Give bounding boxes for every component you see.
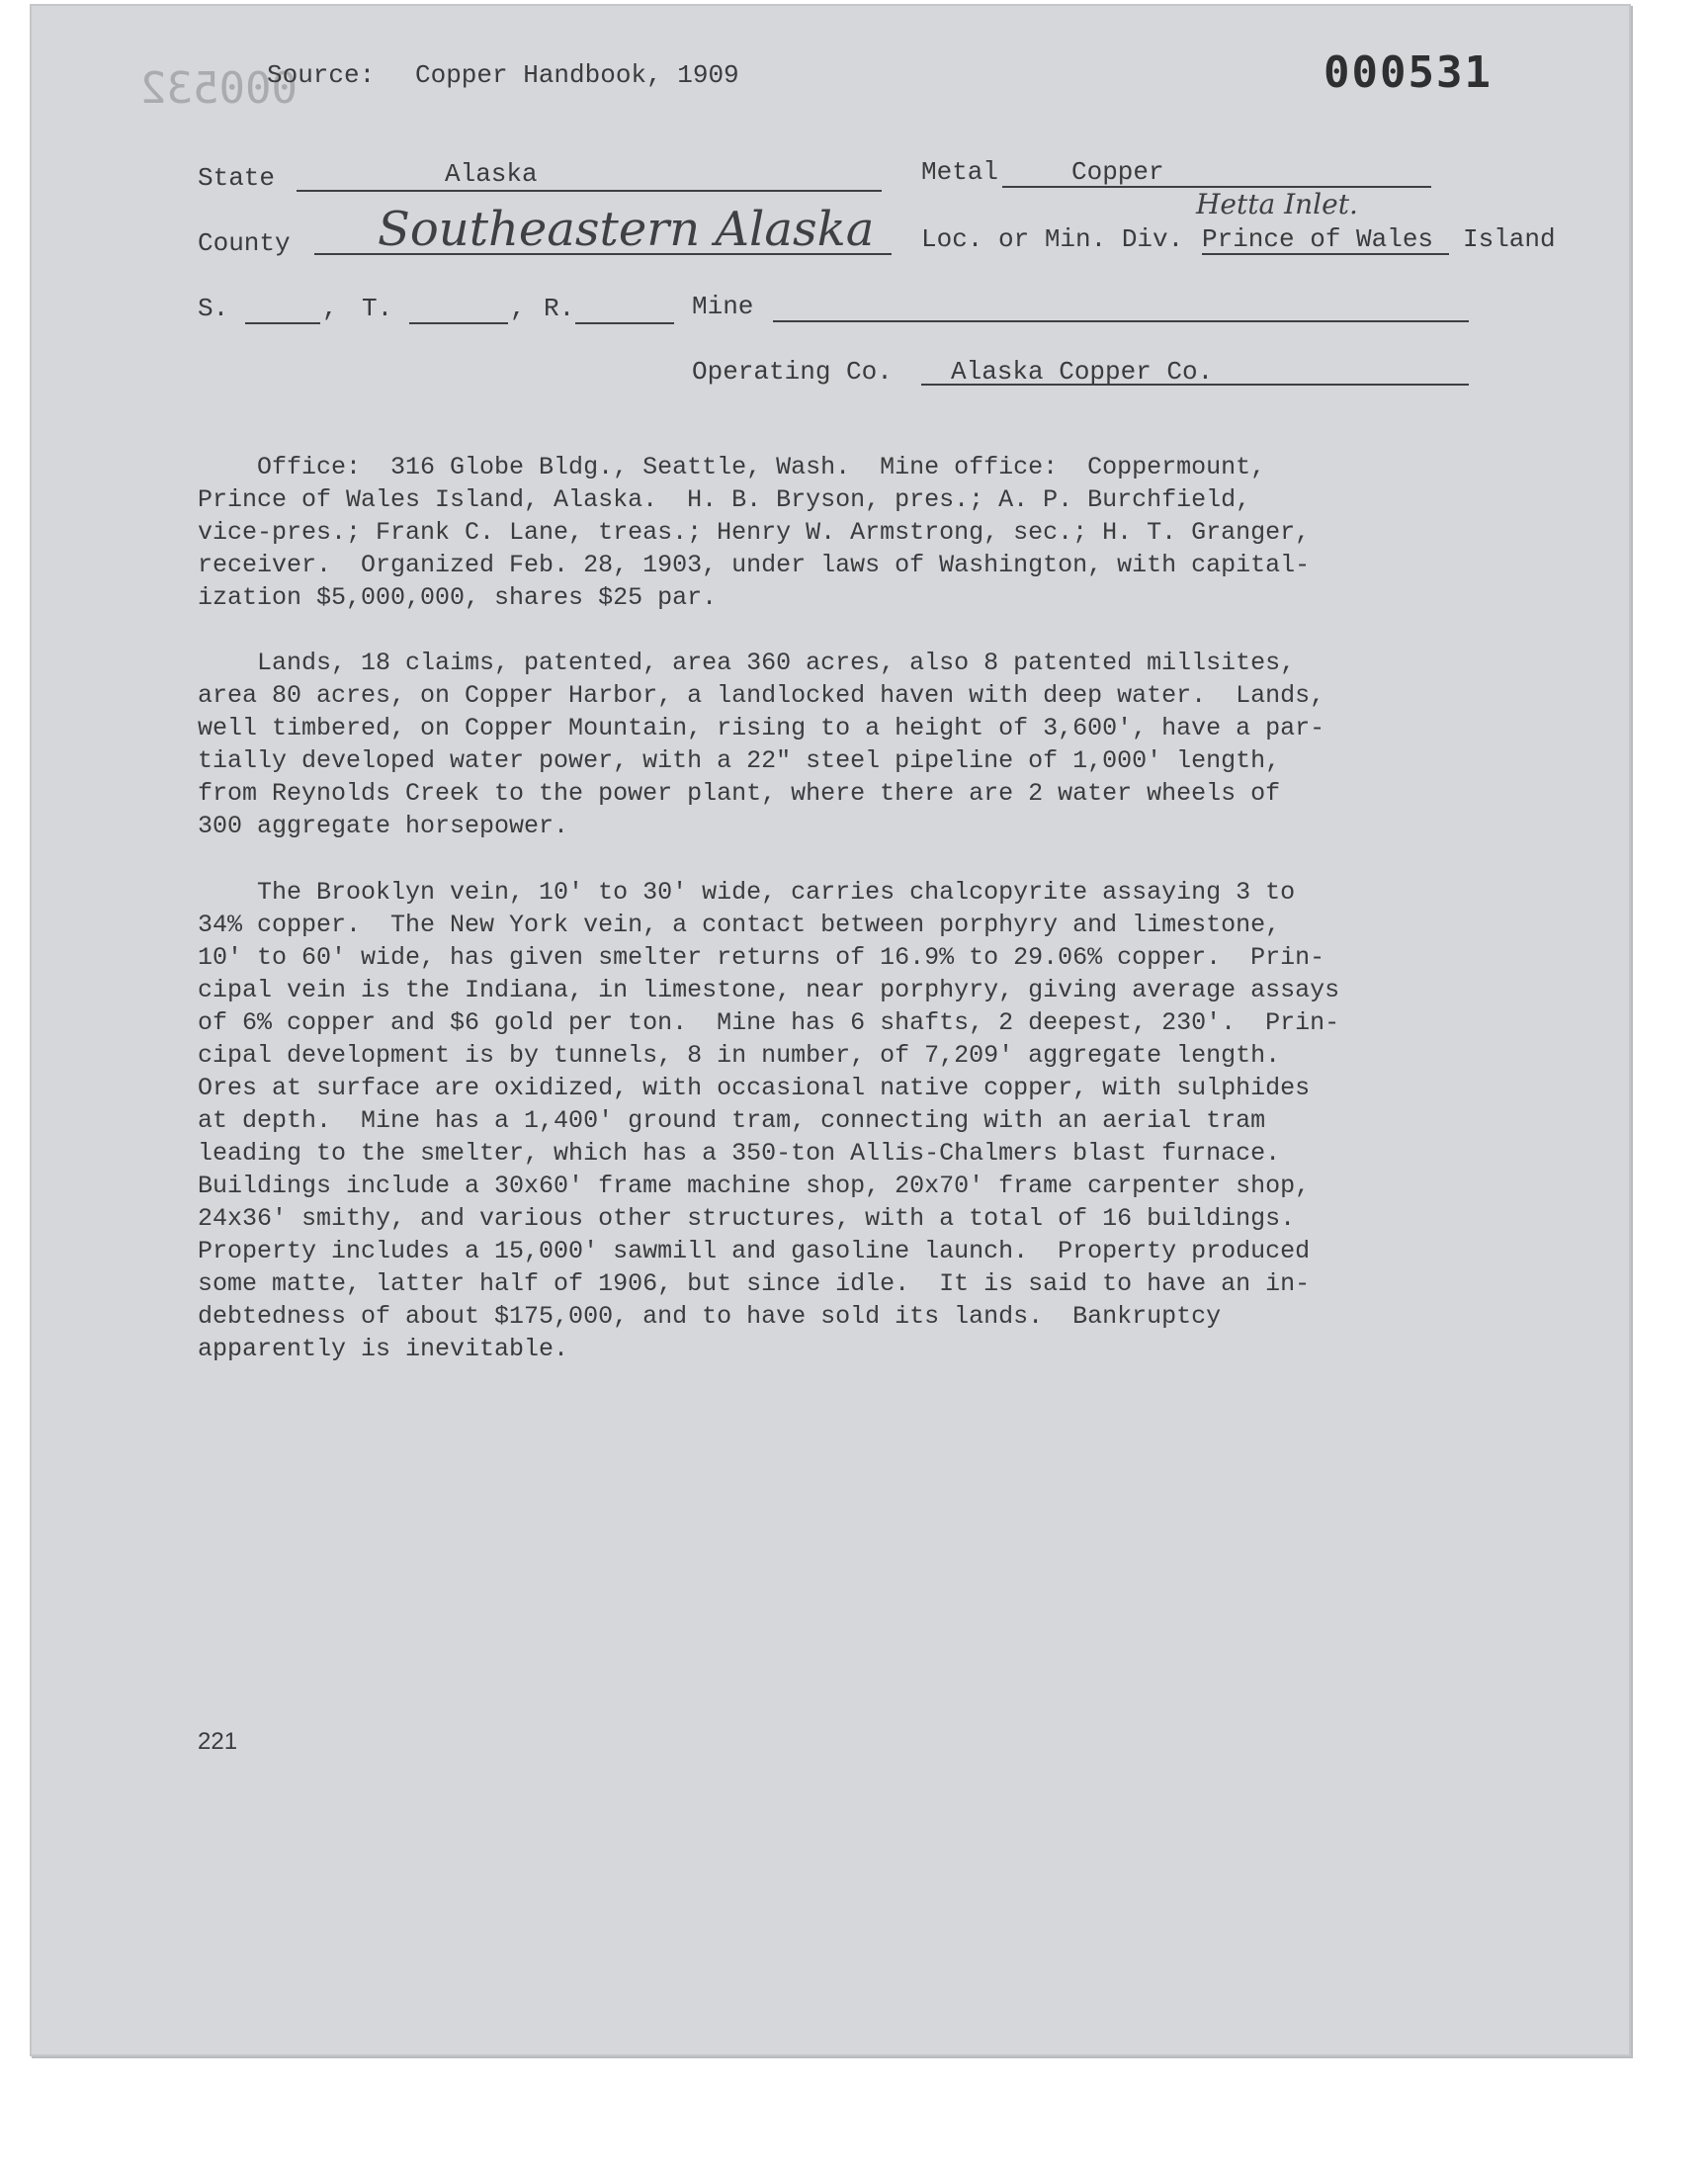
document-number: 000531 xyxy=(1324,47,1493,98)
reversed-stamp-number: 000532 xyxy=(140,63,298,114)
operating-company-label: Operating Co. xyxy=(692,357,893,387)
state-label: State xyxy=(198,163,276,193)
metal-value: Copper xyxy=(1071,157,1164,187)
range-underline xyxy=(575,322,674,324)
section-label: S. xyxy=(198,294,229,323)
state-value: Alaska xyxy=(445,159,538,189)
mine-label: Mine xyxy=(692,292,754,321)
document-page: 000532 Source: Copper Handbook, 1909 000531 State Alaska Metal Copper County Southeastern Alaska Loc. or Min. Div. Hetta Inlet. Prince of Wales Island S. , T. , R. Mine Operating Co. Alaska Copper Co. Office: 316 Globe Bldg., Seattle, Wash. Mine office: Coppermount, Prince of Wales Island, Alaska. H. B. Bryson, pres.; A. P. Burchfield, vice-pres.; Frank C. Lane, treas.; Henry W. Armstrong, sec.; H. T. Granger, receiver. Organized Feb. 28, 1903, under laws of Washington, with capital- ization $5,000,000, shares $25 par. Lands, 18 claims, patented, area 360 acres, also 8 patented millsites, area 80 acres, on Copper Harbor, a landlocked haven with deep water. Lands, well timbered, on Copper Mountain, rising to a height of 3,600', have a par- tially developed water power, with a 22" steel pipeline of 1,000' length, from Reynolds Creek to the power plant, where there are 2 water wheels of 300 aggregate horsepower. The Brooklyn vein, 10' to 30' wide, carries chalcopyrite assaying 3 to 34% copper. The New York vein, a contact between porphyry and limestone, 10' to 60' wide, has given smelter returns of 16.9% to 29.06% copper. Prin- cipal vein is the Indiana, in limestone, near porphyry, giving average assays of 6% copper and $6 gold per ton. Mine has 6 shafts, 2 deepest, 230'. Prin- cipal development is by tunnels, 8 in number, of 7,209' aggregate length. Ores at surface are oxidized, with occasional native copper, with sulphides at depth. Mine has a 1,400' ground tram, connecting with an aerial tram leading to the smelter, which has a 350-ton Allis-Chalmers blast furnace. Buildings include a 30x60' frame machine shop, 20x70' frame carpenter shop, 24x36' smithy, and various other structures, with a total of 16 buildings. Property includes a 15,000' sawmill and gasoline launch. Property produced some matte, latter half of 1906, but since idle. It is said to have an in- debtedness of about $175,000, and to have sold its lands. Bankruptcy apparently is inevitable. 221 xyxy=(30,4,1631,2056)
source-label: Source: xyxy=(267,60,376,90)
section-underline xyxy=(245,322,320,324)
county-value-handwritten: Southeastern Alaska xyxy=(378,202,875,257)
operating-company-value: Alaska Copper Co. xyxy=(951,357,1214,387)
locality-underline xyxy=(1202,253,1449,255)
source-value: Copper Handbook, 1909 xyxy=(415,60,739,90)
paragraph-lands: Lands, 18 claims, patented, area 360 acres, also 8 patented millsites, area 80 acres, on Copper Harbor, a landlocked haven with deep water. Lands, well timbered, on Copper Mountain, rising to a height of 3,600', have a par- tially developed water power, with a 22" steel pipeline of 1,000' length, from Reynolds Creek to the power plant, where there are 2 water wheels of 300 aggregate horsepower. xyxy=(198,649,1325,840)
locality-value: Prince of Wales xyxy=(1202,224,1434,254)
paragraph-veins: The Brooklyn vein, 10' to 30' wide, carries chalcopyrite assaying 3 to 34% copper. The New York vein, a contact between porphyry and limestone, 10' to 60' wide, has given smelter returns of 16.9% to 29.06% copper. Prin- cipal vein is the Indiana, in limestone, near porphyry, giving average assays of 6% copper and $6 gold per ton. Mine has 6 shafts, 2 deepest, 230'. Prin- cipal development is by tunnels, 8 in number, of 7,209' aggregate length. Ores at surface are oxidized, with occasional native copper, with sulphides at depth. Mine has a 1,400' ground tram, connecting with an aerial tram leading to the smelter, which has a 350-ton Allis-Chalmers blast furnace. Buildings include a 30x60' frame machine shop, 20x70' frame carpenter shop, 24x36' smithy, and various other structures, with a total of 16 buildings. Property includes a 15,000' sawmill and gasoline launch. Property produced some matte, latter half of 1906, but since idle. It is said to have an in- debtedness of about $175,000, and to have sold its lands. Bankruptcy apparently is inevitable. xyxy=(198,878,1340,1363)
township-label: T. xyxy=(362,294,393,323)
locality-suffix: Island xyxy=(1463,224,1556,254)
state-underline xyxy=(297,190,882,192)
paragraph-office: Office: 316 Globe Bldg., Seattle, Wash. Mine office: Coppermount, Prince of Wales Island, Alaska. H. B. Bryson, pres.; A. P. Burchfield, vice-pres.; Frank C. Lane, treas.; Henry W. Armstrong, sec.; H. T. Granger, receiver. Organized Feb. 28, 1903, under laws of Washington, with capital- ization $5,000,000, shares $25 par. xyxy=(198,453,1311,612)
range-label: R. xyxy=(544,294,575,323)
page-number: 221 xyxy=(198,1728,238,1755)
metal-label: Metal xyxy=(921,157,999,187)
locality-handwritten-note: Hetta Inlet. xyxy=(1196,188,1358,220)
locality-label: Loc. or Min. Div. xyxy=(921,224,1184,254)
mine-underline xyxy=(773,320,1469,322)
township-underline xyxy=(409,322,508,324)
county-label: County xyxy=(198,228,291,258)
